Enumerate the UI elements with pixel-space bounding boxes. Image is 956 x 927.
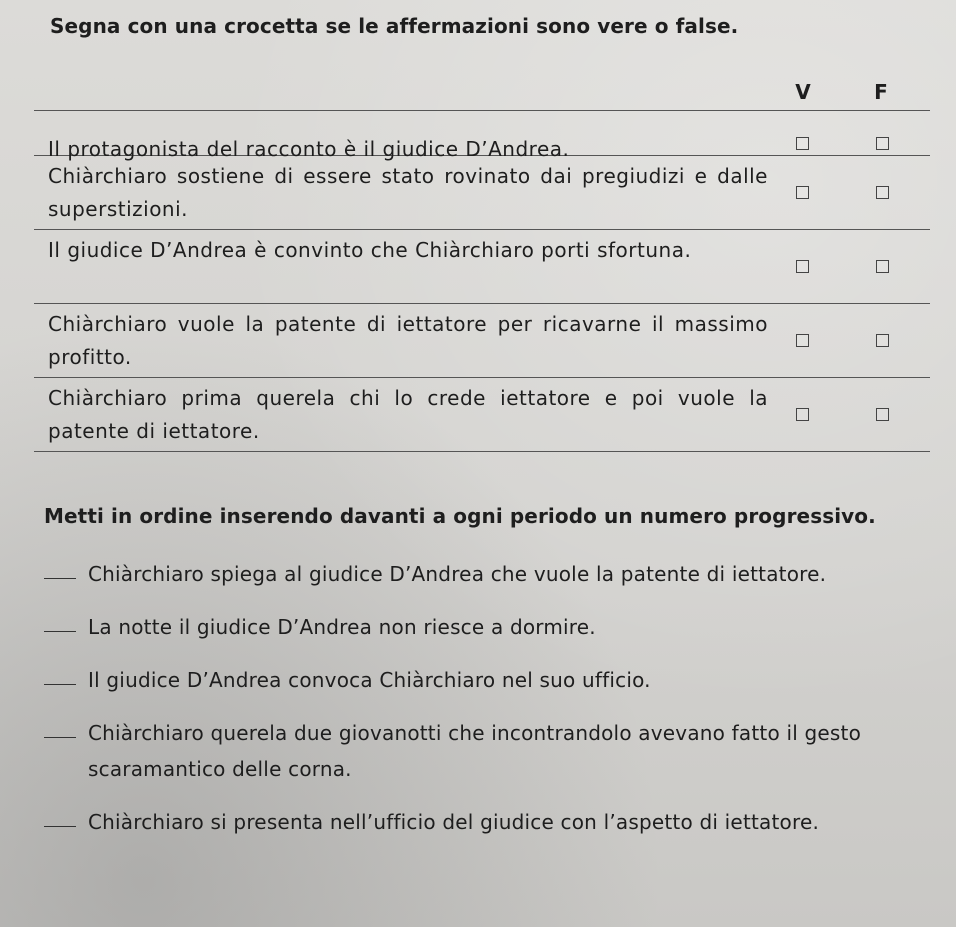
- list-item-text: Chiàrchiaro si presenta nell’ufficio del giudice con l’aspetto di iettatore.: [88, 810, 820, 834]
- statement-row: [34, 378, 930, 452]
- ordering-instruction: Metti in ordine inserendo davanti a ogni periodo un numero progressivo.: [44, 504, 876, 528]
- table-header: [34, 70, 930, 111]
- number-blank[interactable]: [44, 684, 76, 685]
- list-item: [44, 715, 944, 787]
- statement-text: Chiàrchiaro sostiene di essere stato rovinato dai pregiudizi e dalle superstizioni.: [48, 164, 768, 221]
- false-checkbox[interactable]: [876, 334, 889, 347]
- list-item-text: Il giudice D’Andrea convoca Chiàrchiaro nel suo ufficio.: [88, 668, 651, 692]
- list-item: [44, 556, 944, 592]
- list-item-text: Chiàrchiaro querela due giovanotti che incontrandolo avevano fatto il gesto scaramantico delle corna.: [88, 721, 862, 781]
- list-item: [44, 804, 944, 840]
- false-checkbox[interactable]: [876, 260, 889, 273]
- list-item-text: La notte il giudice D’Andrea non riesce a dormire.: [88, 615, 596, 639]
- true-checkbox[interactable]: [796, 137, 809, 150]
- list-item-text: Chiàrchiaro spiega al giudice D’Andrea che vuole la patente di iettatore.: [88, 562, 827, 586]
- true-checkbox[interactable]: [796, 260, 809, 273]
- statement-text: Chiàrchiaro vuole la patente di iettatore per ricavarne il massimo profitto.: [48, 312, 768, 369]
- list-item: [44, 662, 944, 698]
- statement-text: Il giudice D’Andrea è convinto che Chiàrchiaro porti sfortuna.: [48, 238, 692, 262]
- true-checkbox[interactable]: [796, 408, 809, 421]
- number-blank[interactable]: [44, 631, 76, 632]
- false-checkbox[interactable]: [876, 137, 889, 150]
- statement-row: [34, 111, 930, 161]
- statement-row: [34, 156, 930, 230]
- true-checkbox[interactable]: [796, 186, 809, 199]
- false-checkbox[interactable]: [876, 408, 889, 421]
- statement-text: Chiàrchiaro prima querela chi lo crede iettatore e poi vuole la patente di iettatore.: [48, 386, 768, 443]
- number-blank[interactable]: [44, 578, 76, 579]
- ordering-list: [44, 556, 944, 840]
- true-column-header: V: [795, 80, 811, 104]
- list-item: [44, 609, 944, 645]
- false-column-header: F: [874, 80, 888, 104]
- true-false-instruction: Segna con una crocetta se le affermazioni sono vere o false.: [50, 14, 739, 38]
- true-false-table: [34, 70, 930, 452]
- statement-row: [34, 304, 930, 378]
- false-checkbox[interactable]: [876, 186, 889, 199]
- statement-row: [34, 230, 930, 304]
- number-blank[interactable]: [44, 826, 76, 827]
- statement-text: Il protagonista del racconto è il giudice D’Andrea.: [48, 137, 570, 161]
- true-checkbox[interactable]: [796, 334, 809, 347]
- number-blank[interactable]: [44, 737, 76, 738]
